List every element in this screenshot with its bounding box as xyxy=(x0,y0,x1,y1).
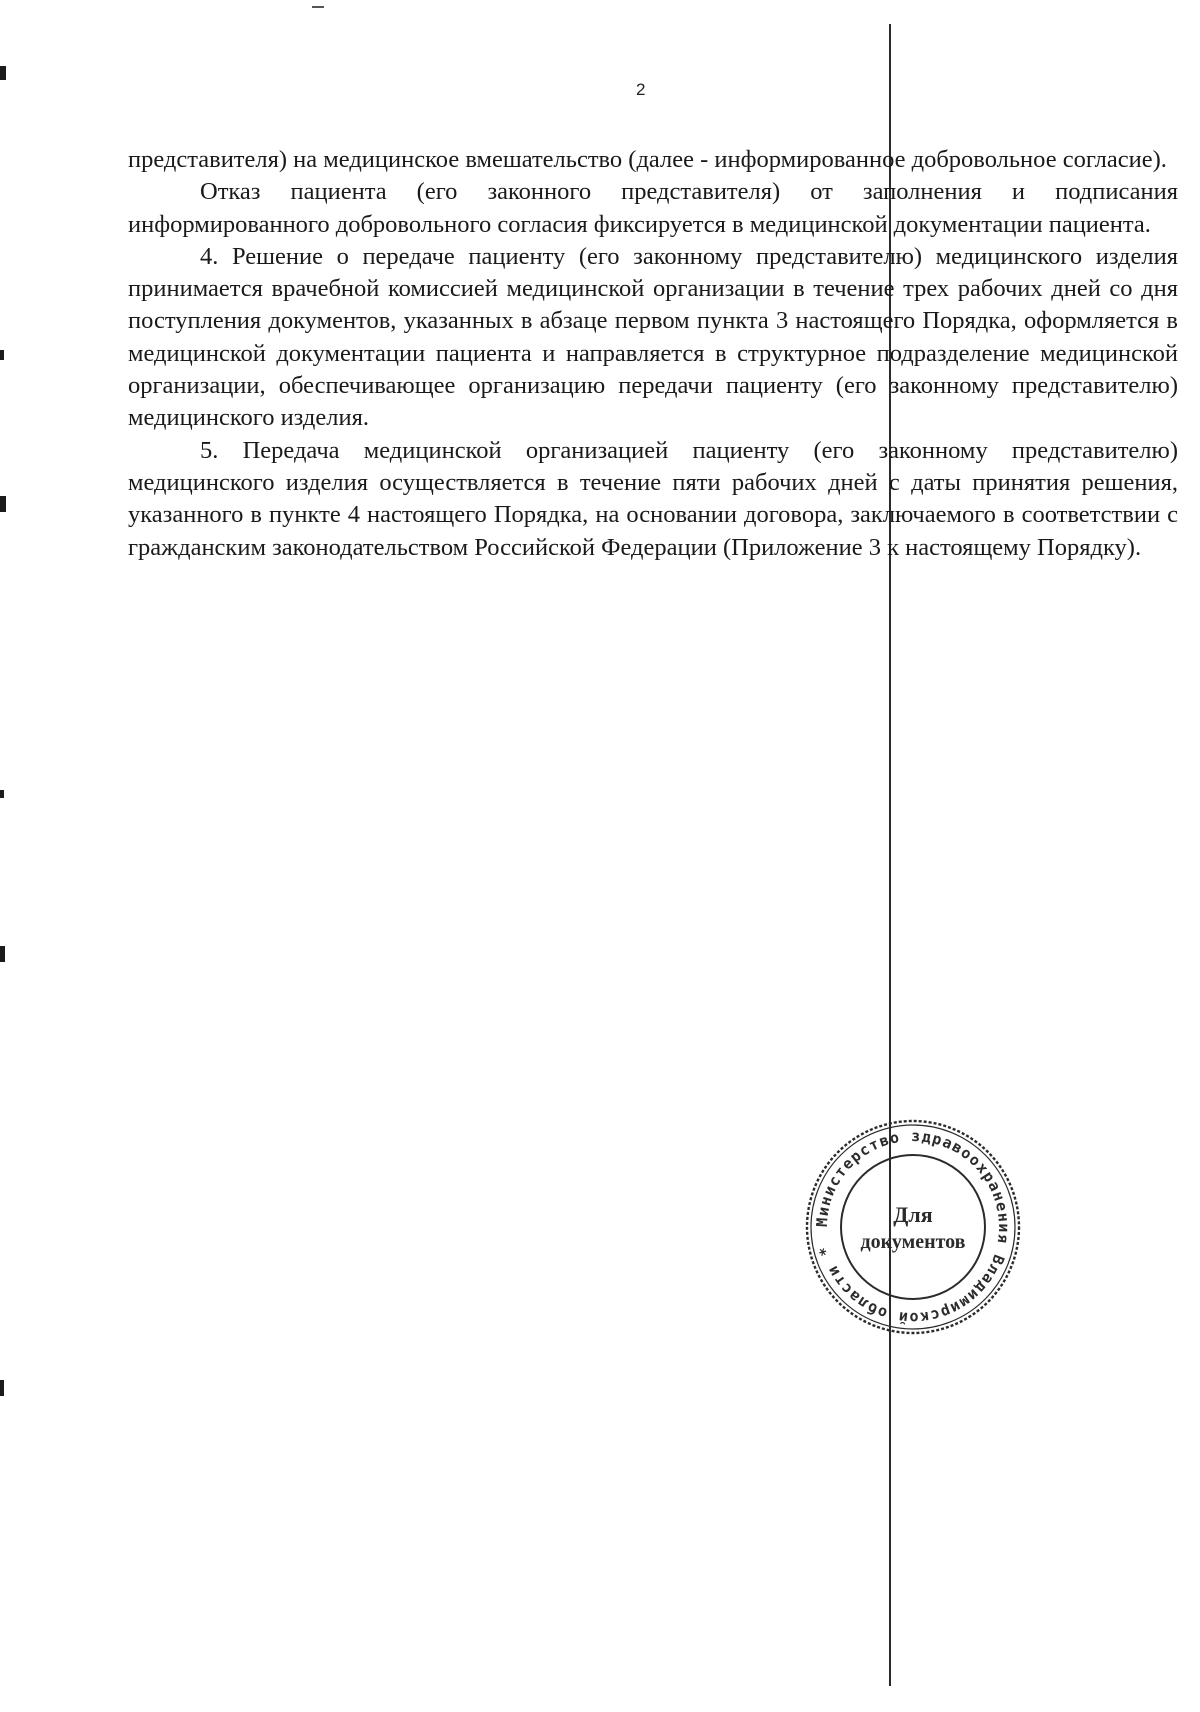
paragraph-item-4: 4. Решение о передаче пациенту (его законному представителю) медицинского изделия принимается врачебной комиссией медицинской организации в течение трех рабочих дней со дня поступления документов, указанных в абзаце первом пункта 3 настоящего Порядка, оформляется в медицинской документации пациента и направляется в структурное подразделение медицинской организации, обеспечивающее организацию передачи пациенту (его законному представителю) медицинского изделия. xyxy=(128,242,1178,432)
document-body xyxy=(128,144,1178,564)
margin-scan-mark xyxy=(0,350,4,360)
scan-artifact-dash xyxy=(312,6,324,8)
margin-scan-mark xyxy=(0,1380,4,1396)
stamp-seal-graphic xyxy=(802,1116,1024,1338)
stamp-center-line2: документов xyxy=(860,1231,966,1253)
paragraph-continuation: представителя) на медицинское вмешательство (далее - информированное добровольное согласие). xyxy=(128,146,1167,173)
stamp-ring-text: Министерство здравоохранения Владимирской области * xyxy=(812,1126,1014,1328)
margin-scan-mark xyxy=(0,946,5,962)
margin-scan-mark xyxy=(0,790,4,798)
official-stamp xyxy=(802,1116,1024,1338)
margin-scan-mark xyxy=(0,496,6,512)
margin-scan-mark xyxy=(0,66,6,80)
stamp-center-line1: Для xyxy=(893,1202,933,1227)
paragraph-item-5: 5. Передача медицинской организацией пациенту (его законному представителю) медицинского изделия осуществляется в течение пяти рабочих дней с даты принятия решения, указанного в пункте 4 настоящего Порядка, на основании договора, заключаемого в соответствии с гражданским законодательством Российской Федерации (Приложение 3 к настоящему Порядку). xyxy=(128,436,1178,561)
paragraph-refusal: Отказ пациента (его законного представителя) от заполнения и подписания информированного добровольного согласия фиксируется в медицинской документации пациента. xyxy=(128,178,1178,238)
page-number: 2 xyxy=(636,80,646,99)
